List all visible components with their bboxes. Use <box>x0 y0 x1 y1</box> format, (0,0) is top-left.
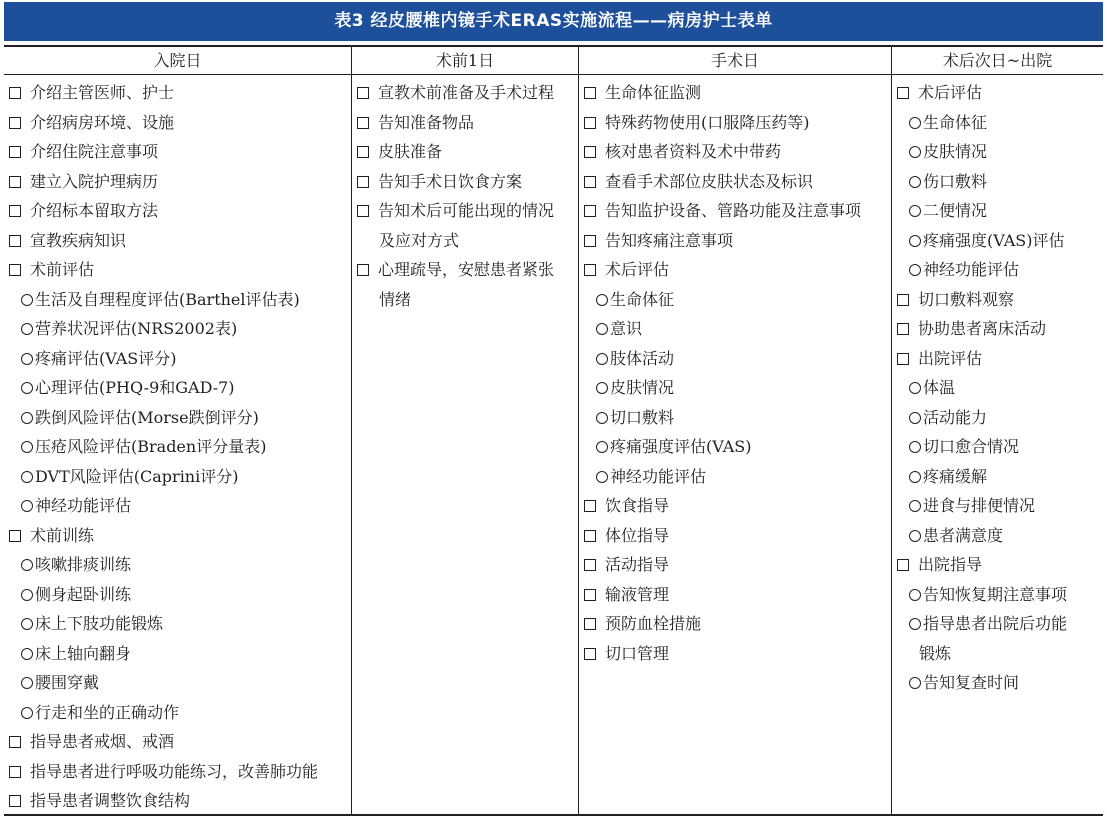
item-text: 输液管理 <box>605 584 670 604</box>
item-text: 告知监护设备、管路功能及注意事项 <box>605 201 862 220</box>
checkbox-icon <box>9 264 21 276</box>
checkbox-icon <box>9 146 21 158</box>
item-text: 告知疼痛注意事项 <box>605 230 734 250</box>
item-text: 宣教疾病知识 <box>30 230 127 250</box>
circle-bullet-icon <box>21 471 33 483</box>
item-text: 建立入院护理病历 <box>30 171 159 191</box>
item-text: 生命体征 <box>923 112 988 132</box>
checkbox-icon <box>357 176 369 188</box>
checklist-subitem <box>4 373 351 403</box>
item-text: 生活及自理程度评估(Barthel评估表) <box>35 289 300 309</box>
item-text: 进食与排便情况 <box>923 496 1036 515</box>
checklist-item <box>352 196 578 226</box>
circle-bullet-icon <box>909 146 921 158</box>
checklist-item <box>579 226 891 256</box>
checklist-item <box>4 108 351 138</box>
circle-bullet-icon <box>909 441 921 453</box>
item-text: 活动能力 <box>923 407 988 427</box>
item-text: 介绍主管医师、护士 <box>30 83 175 102</box>
circle-bullet-icon <box>909 205 921 217</box>
checklist-subitem <box>892 462 1103 492</box>
checklist-subitem <box>892 167 1103 197</box>
checklist-subitem <box>579 314 891 344</box>
item-text: 预防血栓措施 <box>605 614 702 633</box>
item-text: 腰围穿戴 <box>35 673 100 692</box>
checklist-item <box>4 78 351 108</box>
circle-bullet-icon <box>909 264 921 276</box>
item-text: 术前训练 <box>30 525 95 545</box>
circle-bullet-icon <box>21 677 33 689</box>
checklist-subitem <box>4 432 351 462</box>
item-text: 疼痛缓解 <box>923 466 988 486</box>
checklist-item <box>892 78 1103 108</box>
checklist-item <box>352 167 578 197</box>
checkbox-icon <box>9 795 21 807</box>
circle-bullet-icon <box>596 412 608 424</box>
checklist-item <box>579 255 891 285</box>
item-text: 生命体征 <box>610 289 675 309</box>
checklist-subitem <box>892 373 1103 403</box>
checklist-subitem <box>4 285 351 315</box>
item-text: 出院评估 <box>918 348 983 368</box>
item-text: 切口敷料 <box>610 407 675 427</box>
checklist-item <box>4 196 351 226</box>
checklist-subitem <box>892 580 1103 610</box>
circle-bullet-icon <box>909 677 921 689</box>
circle-bullet-icon <box>21 353 33 365</box>
circle-bullet-icon <box>21 707 33 719</box>
item-text: 压疮风险评估(Braden评分量表) <box>35 437 267 456</box>
checklist-item <box>4 786 351 816</box>
circle-bullet-icon <box>596 294 608 306</box>
item-text: 疼痛强度评估(VAS) <box>610 437 752 456</box>
checklist-subitem <box>579 344 891 374</box>
circle-bullet-icon <box>596 471 608 483</box>
circle-bullet-icon <box>909 382 921 394</box>
column-post-op-to-discharge <box>891 47 1103 814</box>
circle-bullet-icon <box>21 412 33 424</box>
circle-bullet-icon <box>909 117 921 129</box>
checklist-subitem <box>4 314 351 344</box>
item-text: 告知恢复期注意事项 <box>923 584 1068 604</box>
item-text: 神经功能评估 <box>35 496 132 515</box>
checklist-subitem <box>4 668 351 698</box>
checkbox-icon <box>357 264 369 276</box>
item-text: 出院指导 <box>918 555 983 574</box>
item-text: 皮肤情况 <box>610 378 675 397</box>
checkbox-icon <box>584 176 596 188</box>
checkbox-icon <box>897 87 909 99</box>
checkbox-icon <box>584 235 596 247</box>
column-surgery-day <box>578 47 891 814</box>
checkbox-icon <box>584 117 596 129</box>
checklist-subitem <box>892 137 1103 167</box>
circle-bullet-icon <box>21 441 33 453</box>
item-text: 介绍住院注意事项 <box>30 142 159 161</box>
circle-bullet-icon <box>909 500 921 512</box>
item-text: 疼痛评估(VAS评分) <box>35 348 177 368</box>
checkbox-icon <box>9 530 21 542</box>
checklist-item <box>579 609 891 639</box>
circle-bullet-icon <box>21 323 33 335</box>
checklist-item <box>4 167 351 197</box>
item-text: 皮肤情况 <box>923 142 988 161</box>
checklist-subitem <box>579 462 891 492</box>
checkbox-icon <box>357 117 369 129</box>
checklist-subitem <box>892 108 1103 138</box>
column-header: 手术日 <box>579 47 891 75</box>
item-text: 术后评估 <box>605 260 670 279</box>
circle-bullet-icon <box>21 382 33 394</box>
checklist-item <box>579 639 891 669</box>
column-header: 术后次日~出院 <box>892 47 1103 75</box>
item-text: 营养状况评估(NRS2002表) <box>35 319 238 338</box>
checklist-subitem <box>579 285 891 315</box>
checklist-item <box>579 108 891 138</box>
checklist-subitem <box>892 255 1103 285</box>
item-text: 告知术后可能出现的情况 <box>378 201 555 220</box>
item-text: 跌倒风险评估(Morse跌倒评分) <box>35 407 259 427</box>
checklist-subitem <box>4 698 351 728</box>
checklist-subitem <box>4 403 351 433</box>
item-text: 特殊药物使用(口服降压药等) <box>605 112 810 132</box>
checkbox-icon <box>9 235 21 247</box>
item-text: 皮肤准备 <box>378 142 443 161</box>
column-body <box>4 75 351 816</box>
checkbox-icon <box>584 648 596 660</box>
circle-bullet-icon <box>21 294 33 306</box>
item-text: 告知复查时间 <box>923 673 1020 692</box>
item-text: 切口敷料观察 <box>918 289 1015 309</box>
checklist-item <box>352 108 578 138</box>
circle-bullet-icon <box>21 618 33 630</box>
column-header: 术前1日 <box>352 47 578 75</box>
item-text: 介绍病房环境、设施 <box>30 112 175 132</box>
checklist-subitem <box>4 462 351 492</box>
circle-bullet-icon <box>909 176 921 188</box>
checkbox-icon <box>897 323 909 335</box>
item-text: 情绪 <box>379 289 412 309</box>
checklist-subitem <box>4 491 351 521</box>
checklist-item <box>4 521 351 551</box>
checklist-item <box>579 521 891 551</box>
item-text: 神经功能评估 <box>923 260 1020 279</box>
checklist-item <box>4 255 351 285</box>
checkbox-icon <box>584 589 596 601</box>
item-text: 活动指导 <box>605 555 670 574</box>
item-text: 咳嗽排痰训练 <box>35 555 132 574</box>
checkbox-icon <box>584 264 596 276</box>
item-text: 指导患者出院后功能 <box>923 614 1068 633</box>
checklist-item-continuation <box>892 639 1103 669</box>
circle-bullet-icon <box>596 441 608 453</box>
column-day-before-surgery <box>351 47 578 814</box>
circle-bullet-icon <box>21 589 33 601</box>
circle-bullet-icon <box>909 589 921 601</box>
checklist-item <box>352 78 578 108</box>
checkbox-icon <box>584 618 596 630</box>
item-text: 告知准备物品 <box>378 112 475 132</box>
nursing-form-table <box>4 45 1103 816</box>
checkbox-icon <box>9 205 21 217</box>
item-text: 指导患者进行呼吸功能练习，改善肺功能 <box>30 761 319 781</box>
checklist-item <box>892 285 1103 315</box>
checklist-item <box>579 137 891 167</box>
checkbox-icon <box>9 736 21 748</box>
item-text: 指导患者调整饮食结构 <box>30 791 191 810</box>
circle-bullet-icon <box>909 618 921 630</box>
checklist-item-continuation <box>352 285 578 315</box>
circle-bullet-icon <box>21 559 33 571</box>
column-body <box>892 75 1103 698</box>
item-text: 术后评估 <box>918 83 983 102</box>
checkbox-icon <box>897 294 909 306</box>
checkbox-icon <box>584 500 596 512</box>
circle-bullet-icon <box>596 382 608 394</box>
checklist-subitem <box>892 226 1103 256</box>
checklist-subitem <box>4 639 351 669</box>
checkbox-icon <box>9 87 21 99</box>
column-body <box>579 75 891 668</box>
item-text: 切口管理 <box>605 643 670 663</box>
checklist-item <box>4 226 351 256</box>
item-text: 及应对方式 <box>379 230 460 250</box>
circle-bullet-icon <box>909 530 921 542</box>
checklist-subitem <box>4 344 351 374</box>
column-header: 入院日 <box>4 47 351 75</box>
item-text: 饮食指导 <box>605 496 670 515</box>
item-text: 二便情况 <box>923 201 988 220</box>
item-text: 心理评估(PHQ-9和GAD-7) <box>35 378 235 397</box>
column-admission-day <box>4 47 351 814</box>
checkbox-icon <box>357 205 369 217</box>
circle-bullet-icon <box>596 323 608 335</box>
checklist-item <box>4 757 351 787</box>
checklist-subitem <box>892 403 1103 433</box>
item-text: 疼痛强度(VAS)评估 <box>923 230 1065 250</box>
checklist-subitem <box>4 580 351 610</box>
checklist-item <box>892 550 1103 580</box>
item-text: 床上轴向翻身 <box>35 643 132 663</box>
checkbox-icon <box>584 205 596 217</box>
checkbox-icon <box>584 559 596 571</box>
item-text: 患者满意度 <box>923 525 1004 545</box>
item-text: 锻炼 <box>919 643 952 663</box>
checklist-item <box>579 196 891 226</box>
item-text: 肢体活动 <box>610 348 675 368</box>
checklist-item <box>4 727 351 757</box>
circle-bullet-icon <box>21 500 33 512</box>
checklist-item <box>892 344 1103 374</box>
checklist-item <box>4 137 351 167</box>
item-text: 核对患者资料及术中带药 <box>605 142 782 161</box>
checklist-subitem <box>4 609 351 639</box>
item-text: 床上下肢功能锻炼 <box>35 614 164 633</box>
checklist-item <box>352 255 578 285</box>
item-text: 意识 <box>610 319 643 338</box>
checklist-item <box>892 314 1103 344</box>
checkbox-icon <box>584 87 596 99</box>
checklist-subitem <box>579 403 891 433</box>
item-text: 侧身起卧训练 <box>35 584 132 604</box>
item-text: 宣教术前准备及手术过程 <box>378 83 555 102</box>
item-text: 协助患者离床活动 <box>918 319 1047 338</box>
item-text: 体温 <box>923 378 956 397</box>
item-text: 体位指导 <box>605 525 670 545</box>
checkbox-icon <box>9 117 21 129</box>
checklist-item <box>579 167 891 197</box>
column-body <box>352 75 578 314</box>
item-text: 术前评估 <box>30 260 95 279</box>
checkbox-icon <box>9 176 21 188</box>
item-text: 神经功能评估 <box>610 466 707 486</box>
checklist-subitem <box>579 432 891 462</box>
checkbox-icon <box>357 146 369 158</box>
circle-bullet-icon <box>21 648 33 660</box>
item-text: 伤口敷料 <box>923 171 988 191</box>
checklist-subitem <box>892 609 1103 639</box>
item-text: 切口愈合情况 <box>923 437 1020 456</box>
checklist-subitem <box>579 373 891 403</box>
checklist-item <box>352 137 578 167</box>
checkbox-icon <box>897 353 909 365</box>
checkbox-icon <box>584 530 596 542</box>
checklist-subitem <box>4 550 351 580</box>
checklist-item <box>579 550 891 580</box>
checklist-subitem <box>892 668 1103 698</box>
item-text: DVT风险评估(Caprini评分) <box>35 466 239 486</box>
checklist-subitem <box>892 196 1103 226</box>
checkbox-icon <box>584 146 596 158</box>
checklist-subitem <box>892 491 1103 521</box>
checklist-subitem <box>892 432 1103 462</box>
circle-bullet-icon <box>909 471 921 483</box>
checklist-item <box>579 580 891 610</box>
item-text: 行走和坐的正确动作 <box>35 702 180 722</box>
checkbox-icon <box>357 87 369 99</box>
item-text: 查看手术部位皮肤状态及标识 <box>605 171 814 191</box>
item-text: 介绍标本留取方法 <box>30 201 159 220</box>
item-text: 指导患者戒烟、戒酒 <box>30 732 175 751</box>
item-text: 告知手术日饮食方案 <box>378 171 523 191</box>
table-title: 表3 经皮腰椎内镜手术ERAS实施流程——病房护士表单 <box>4 2 1103 41</box>
checklist-item <box>579 78 891 108</box>
checklist-item <box>579 491 891 521</box>
item-text: 心理疏导，安慰患者紧张 <box>378 260 555 279</box>
circle-bullet-icon <box>909 412 921 424</box>
checkbox-icon <box>897 559 909 571</box>
checklist-subitem <box>892 521 1103 551</box>
item-text: 生命体征监测 <box>605 83 702 102</box>
checkbox-icon <box>9 766 21 778</box>
circle-bullet-icon <box>909 235 921 247</box>
circle-bullet-icon <box>596 353 608 365</box>
checklist-item-continuation <box>352 226 578 256</box>
